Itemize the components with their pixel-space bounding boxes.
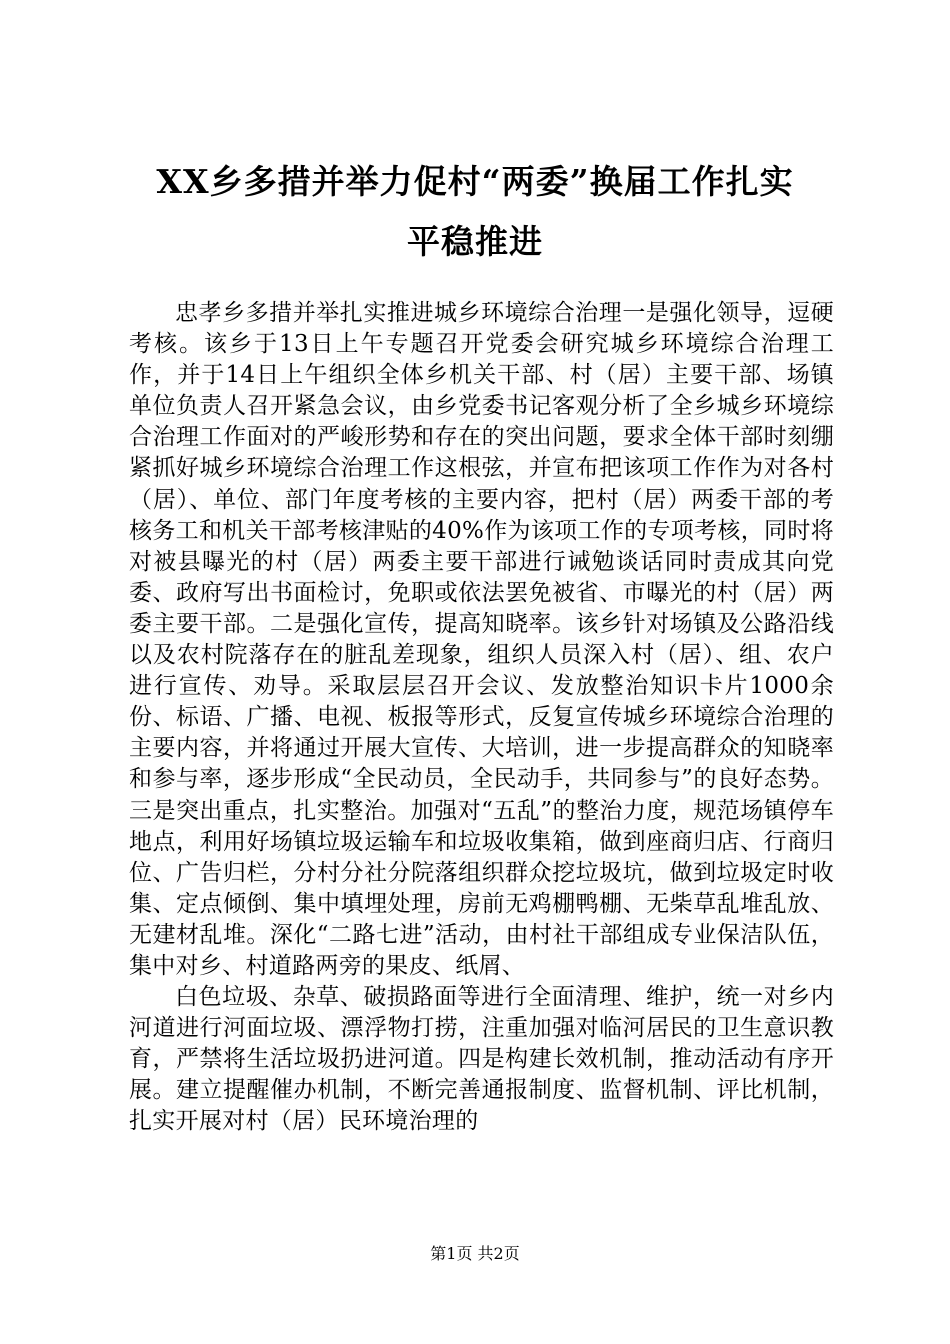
document-title-line-2: 平稳推进 <box>407 222 543 261</box>
body-paragraph-2: 白色垃圾、杂草、破损路面等进行全面清理、维护，统一对乡内河道进行河面垃圾、漂浮物打捞，注重加强对临河居民的卫生意识教育，严禁将生活垃圾扔进河道。四是构建长效机制，推动活动有序开展。建立提醒催办机制，不断完善通报制度、监督机制、评比机制，扎实开展对村（居）民环境治理的 <box>129 984 834 1135</box>
page-number-footer: 第1页 共2页 <box>430 1244 520 1263</box>
document-title-line-1: XX乡多措并举力促村“两委”换届工作扎实 <box>156 162 794 201</box>
document-body <box>129 298 834 1138</box>
body-paragraph-1: 忠孝乡多措并举扎实推进城乡环境综合治理一是强化领导，逗硬考核。该乡于13日上午专题召开党委会研究城乡环境综合治理工作，并于14日上午组织全体乡机关干部、村（居）主要干部、场镇单位负责人召开紧急会议，由乡党委书记客观分析了全乡城乡环境综合治理工作面对的严峻形势和存在的突出问题，要求全体干部时刻绷紧抓好城乡环境综合治理工作这根弦，并宣布把该项工作作为对各村（居）、单位、部门年度考核的主要内容，把村（居）两委干部的考核务工和机关干部考核津贴的40%作为该项工作的专项考核，同时将对被县曝光的村（居）两委主要干部进行诫勉谈话同时责成其向党委、政府写出书面检讨，免职或依法罢免被省、市曝光的村（居）两委主要干部。二是强化宣传，提高知晓率。该乡针对场镇及公路沿线以及农村院落存在的脏乱差现象，组织人员深入村（居）、组、农户进行宣传、劝导。采取层层召开会议、发放整治知识卡片1000余份、标语、广播、电视、板报等形式，反复宣传城乡环境综合治理的主要内容，并将通过开展大宣传、大培训，进一步提高群众的知晓率和参与率，逐步形成“全民动员，全民动手，共同参与”的良好态势。三是突出重点，扎实整治。加强对“五乱”的整治力度，规范场镇停车地点，利用好场镇垃圾运输车和垃圾收集箱，做到座商归店、行商归位、广告归栏，分村分社分院落组织群众挖垃圾坑，做到垃圾定时收集、定点倾倒、集中填埋处理，房前无鸡棚鸭棚、无柴草乱堆乱放、无建材乱堆。深化“二路七进”活动，由村社干部组成专业保洁队伍，集中对乡、村道路两旁的果皮、纸屑、 <box>129 300 834 979</box>
